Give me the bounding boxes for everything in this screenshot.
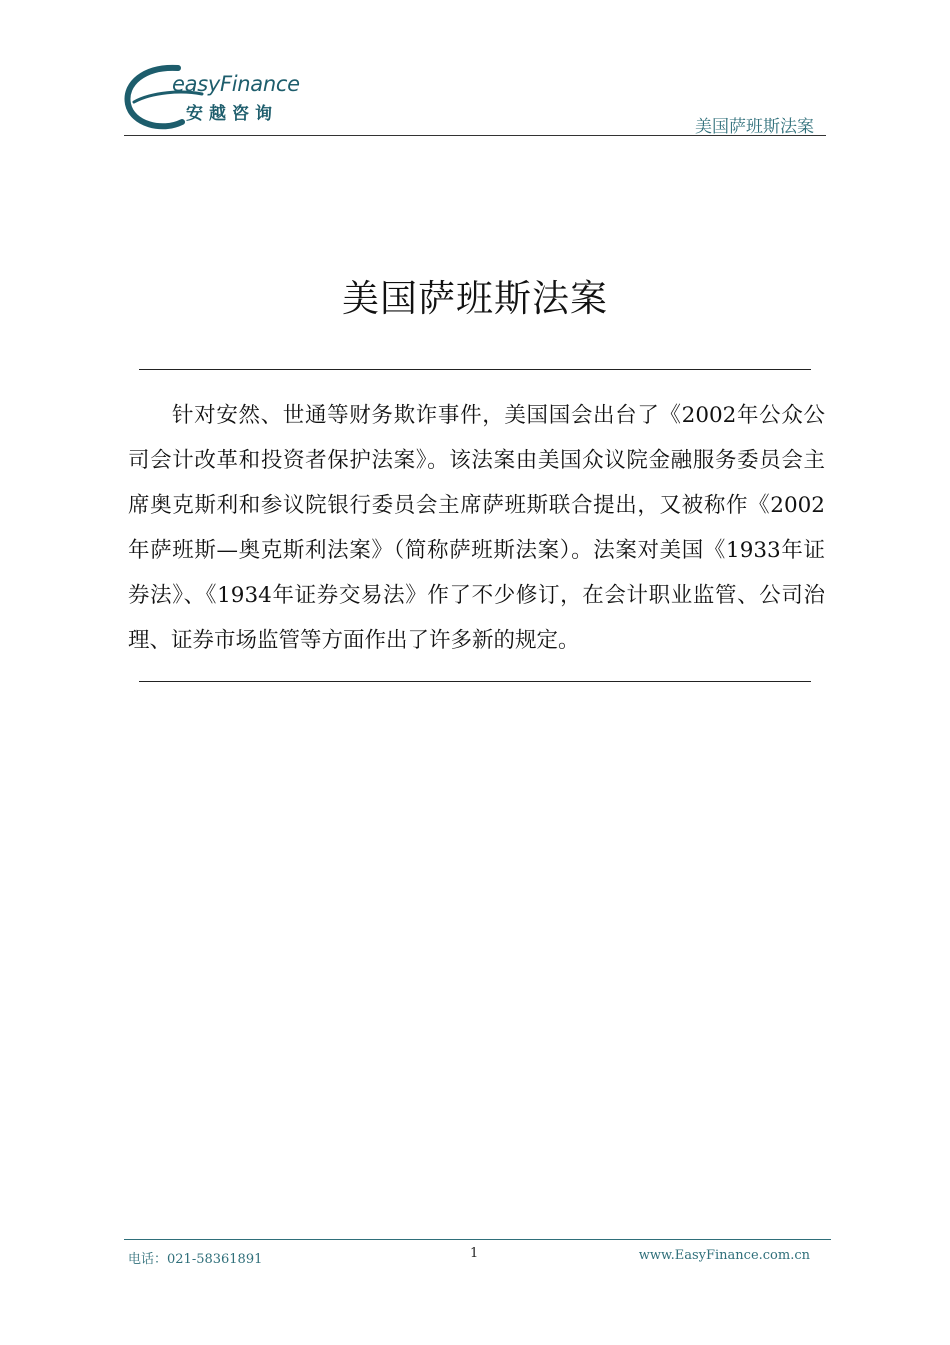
page-number: 1 (470, 1246, 479, 1261)
company-logo (122, 62, 300, 134)
header-divider (124, 135, 826, 136)
footer-website-link[interactable]: www.EasyFinance.com.cn (638, 1248, 810, 1263)
running-header-title: 美国萨班斯法案 (695, 117, 814, 137)
footer-divider (124, 1239, 831, 1240)
body-paragraph: 针对安然、世通等财务欺诈事件，美国国会出台了《2002年公众公司会计改革和投资者保护法案》。该法案由美国众议院金融服务委员会主席奥克斯利和参议院银行委员会主席萨班斯联合提出，又被称作《2002年萨班斯—奥克斯利法案》（简称萨班斯法案）。法案对美国《1933年证券法》、《1934年证券交易法》作了不少修订，在会计职业监管、公司治理、证券市场监管等方面作出了许多新的规定。 (128, 403, 825, 653)
document-title: 美国萨班斯法案 (342, 277, 608, 320)
footer-phone: 电话：021-58361891 (128, 1252, 263, 1267)
title-separator (139, 369, 811, 370)
paragraph-separator (139, 681, 811, 682)
logo-wordmark: easyFinance (172, 72, 300, 96)
logo-chinese-name: 安越咨询 (186, 104, 278, 124)
